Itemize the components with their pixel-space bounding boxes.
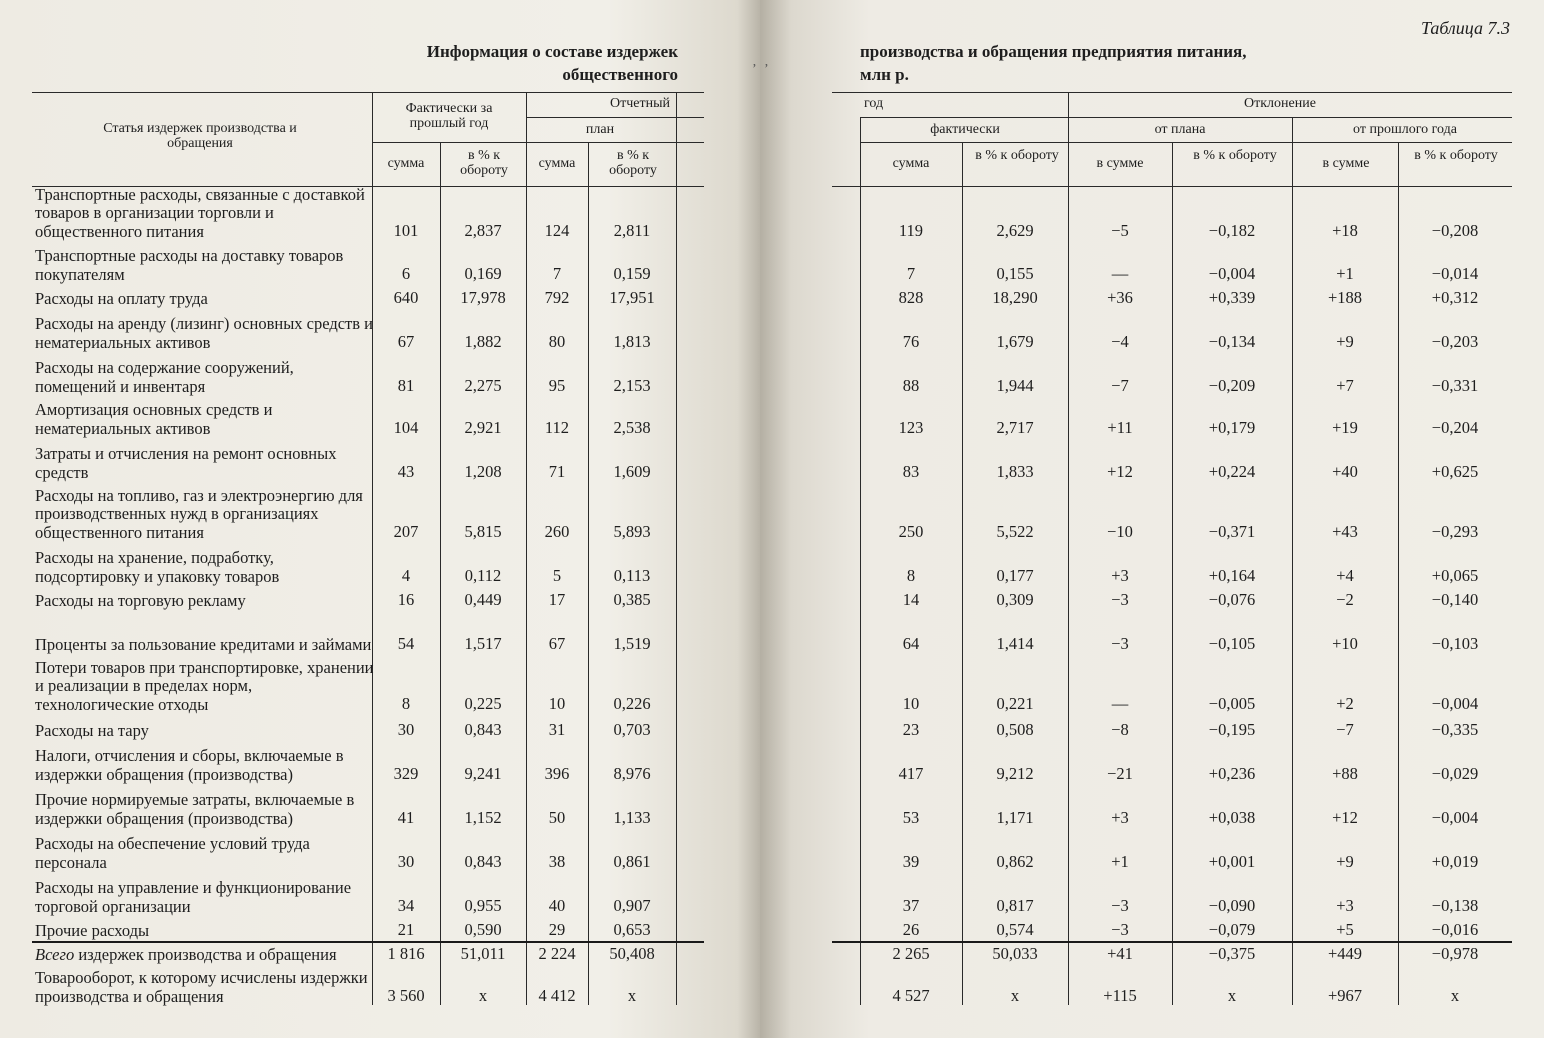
dev-plan-pct-cell: +0,179 — [1208, 418, 1256, 437]
prev-pct-cell: 0,112 — [464, 566, 502, 585]
plan-sum-cell: 95 — [548, 376, 566, 395]
fact-sum-cell: 123 — [898, 418, 924, 437]
dev-plan-sum-cell: +3 — [1111, 566, 1129, 585]
plan-pct-cell: 0,226 — [613, 694, 651, 713]
table-label: Таблица 7.3 — [1420, 18, 1510, 38]
row-label: Затраты и отчисления на ремонт основных средств — [35, 444, 337, 482]
fact-pct-cell: 0,817 — [996, 896, 1034, 915]
dev-plan-pct-cell: +0,236 — [1208, 764, 1256, 783]
dev-plan-sum-cell: −3 — [1111, 590, 1129, 609]
in-sum-header: в сумме — [1322, 156, 1370, 171]
dev-plan-pct-cell: −0,005 — [1208, 694, 1256, 713]
fact-sum-cell: 4 527 — [892, 986, 930, 1005]
total-fact-pct-cell: 50,033 — [992, 944, 1038, 963]
dev-year-sum-cell: +967 — [1327, 986, 1363, 1005]
dev-year-sum-cell: −2 — [1336, 590, 1354, 609]
total-plan-pct-cell: 50,408 — [609, 944, 655, 963]
dev-year-pct-cell: −0,204 — [1431, 418, 1479, 437]
plan-sum-cell: 260 — [544, 522, 570, 541]
row-label: Товарооборот, к которому исчислены издержки производства и обращения — [35, 968, 368, 1006]
dev-plan-sum-cell: −21 — [1107, 764, 1133, 783]
fact-pct-cell: 9,212 — [996, 764, 1034, 783]
fact-pct-cell: 0,309 — [996, 590, 1034, 609]
dev-year-pct-cell: −0,016 — [1431, 920, 1479, 939]
prev-sum-cell: 4 — [401, 566, 411, 585]
pct-header: в % к обороту — [609, 148, 657, 178]
row-label: Прочие расходы — [35, 920, 150, 940]
fact-pct-cell: 2,717 — [996, 418, 1034, 437]
prev-sum-cell: 30 — [397, 852, 415, 871]
dev-plan-pct-cell: х — [1227, 986, 1237, 1005]
from-plan-header: от плана — [1154, 122, 1206, 137]
dev-plan-sum-cell: −3 — [1111, 920, 1129, 939]
prev-sum-cell: 54 — [397, 634, 415, 653]
prev-pct-cell: 1,517 — [464, 634, 502, 653]
dev-year-sum-cell: −7 — [1336, 720, 1354, 739]
total-rule — [832, 941, 1512, 943]
plan-sum-cell: 67 — [548, 634, 566, 653]
subheader-rule — [372, 142, 704, 143]
fact-pct-cell: 0,221 — [996, 694, 1034, 713]
table-title-left: Информация о составе издержек общественного — [426, 42, 678, 84]
plan-sum-cell: 40 — [548, 896, 566, 915]
total-dev-year-pct-cell: −0,978 — [1431, 944, 1479, 963]
dev-plan-sum-cell: — — [1111, 264, 1129, 283]
prev-sum-cell: 8 — [401, 694, 411, 713]
fact-pct-cell: 1,679 — [996, 332, 1034, 351]
fact-sum-cell: 8 — [906, 566, 916, 585]
plan-pct-cell: 5,893 — [613, 522, 651, 541]
dev-year-sum-cell: +4 — [1336, 566, 1354, 585]
dev-year-sum-cell: +5 — [1336, 920, 1354, 939]
pct-header: в % к обороту — [460, 148, 508, 178]
from-prev-year-header: от прошлого года — [1353, 122, 1457, 137]
plan-sum-cell: 112 — [544, 418, 570, 437]
dev-plan-sum-cell: +3 — [1111, 808, 1129, 827]
in-sum-header: в сумме — [1096, 156, 1144, 171]
fact-sum-cell: 7 — [906, 264, 916, 283]
dev-plan-sum-cell: — — [1111, 694, 1129, 713]
page-margin-mark: ’ — [764, 62, 769, 77]
left-page — [0, 0, 760, 1038]
fact-pct-cell: 0,862 — [996, 852, 1034, 871]
sum-header: сумма — [538, 156, 576, 171]
total-prev-sum-cell: 1 816 — [387, 944, 425, 963]
total-dev-year-sum-cell: +449 — [1327, 944, 1363, 963]
actual-header: фактически — [930, 122, 1000, 137]
prev-pct-cell: х — [478, 986, 488, 1005]
dev-plan-pct-cell: −0,079 — [1208, 920, 1256, 939]
dev-year-pct-cell: −0,335 — [1431, 720, 1479, 739]
plan-pct-cell: 2,538 — [613, 418, 651, 437]
plan-pct-cell: 17,951 — [609, 288, 655, 307]
dev-plan-pct-cell: −0,209 — [1208, 376, 1256, 395]
row-label: Расходы на хранение, подработку, подсортировку и упаковку товаров — [35, 548, 280, 586]
col-divider — [1292, 117, 1293, 1005]
fact-pct-cell: 1,833 — [996, 462, 1034, 481]
plan-sum-cell: 71 — [548, 462, 566, 481]
deviation-header: Отклонение — [1244, 96, 1316, 111]
prev-sum-cell: 21 — [397, 920, 415, 939]
fact-sum-cell: 88 — [902, 376, 920, 395]
plan-sum-cell: 4 412 — [538, 986, 576, 1005]
dev-year-pct-cell: −0,004 — [1431, 694, 1479, 713]
dev-year-sum-cell: +43 — [1332, 522, 1358, 541]
dev-year-pct-cell: −0,140 — [1431, 590, 1479, 609]
dev-year-pct-cell: −0,103 — [1431, 634, 1479, 653]
prev-sum-cell: 30 — [397, 720, 415, 739]
plan-pct-cell: 0,385 — [613, 590, 651, 609]
row-label: Расходы на содержание сооружений, помещений и инвентаря — [35, 358, 294, 396]
total-dev-plan-sum-cell: +41 — [1107, 944, 1133, 963]
dev-year-sum-cell: +9 — [1336, 852, 1354, 871]
year-header: год — [864, 96, 884, 111]
plan-sum-cell: 7 — [552, 264, 562, 283]
subheader-rule — [860, 142, 1512, 143]
prev-sum-cell: 329 — [393, 764, 419, 783]
plan-sum-cell: 5 — [552, 566, 562, 585]
total-rule — [32, 941, 704, 943]
plan-sum-cell: 80 — [548, 332, 566, 351]
plan-sum-cell: 29 — [548, 920, 566, 939]
fact-sum-cell: 26 — [902, 920, 920, 939]
fact-sum-cell: 83 — [902, 462, 920, 481]
fact-pct-cell: 2,629 — [996, 221, 1034, 240]
fact-sum-cell: 53 — [902, 808, 920, 827]
row-label: Амортизация основных средств и нематериальных активов — [35, 400, 273, 438]
dev-year-pct-cell: −0,293 — [1431, 522, 1479, 541]
plan-sum-cell: 124 — [544, 221, 570, 240]
fact-sum-cell: 39 — [902, 852, 920, 871]
fact-pct-cell: 0,574 — [996, 920, 1034, 939]
fact-sum-cell: 64 — [902, 634, 920, 653]
row-label: Транспортные расходы, связанные с доставкой товаров в организации торговли и общественного питания — [35, 184, 365, 241]
reporting-rule — [526, 117, 704, 118]
prev-pct-cell: 1,152 — [464, 808, 502, 827]
dev-year-sum-cell: +18 — [1332, 221, 1358, 240]
header-top-rule — [832, 92, 1512, 93]
row-label: Расходы на управление и функционирование торговой организации — [35, 878, 352, 916]
fact-sum-cell: 14 — [902, 590, 920, 609]
row-label: Расходы на топливо, газ и электроэнергию для производственных нужд в организациях общественного питания — [35, 485, 363, 542]
dev-year-sum-cell: +2 — [1336, 694, 1354, 713]
dev-year-pct-cell: +0,019 — [1431, 852, 1479, 871]
row-label: Расходы на аренду (лизинг) основных средств и нематериальных активов — [35, 314, 374, 352]
plan-sum-cell: 17 — [548, 590, 566, 609]
dev-year-pct-cell: −0,203 — [1431, 332, 1479, 351]
dev-year-pct-cell: −0,138 — [1431, 896, 1479, 915]
right-page — [760, 0, 1544, 1038]
dev-year-sum-cell: +40 — [1332, 462, 1358, 481]
prev-sum-cell: 67 — [397, 332, 415, 351]
fact-pct-cell: 5,522 — [996, 522, 1034, 541]
dev-year-pct-cell: +0,625 — [1431, 462, 1479, 481]
fact-pct-cell: 1,171 — [996, 808, 1034, 827]
fact-pct-cell: х — [1010, 986, 1020, 1005]
prev-sum-cell: 41 — [397, 808, 415, 827]
dev-plan-pct-cell: +0,164 — [1208, 566, 1256, 585]
row-label: Налоги, отчисления и сборы, включаемые в издержки обращения (производства) — [35, 746, 344, 784]
prev-sum-cell: 16 — [397, 590, 415, 609]
total-plan-sum-cell: 2 224 — [538, 944, 576, 963]
plan-sum-cell: 31 — [548, 720, 566, 739]
prev-pct-cell: 17,978 — [460, 288, 506, 307]
row-label: Потери товаров при транспортировке, хранении и реализации в пределах норм, технологические отходы — [35, 657, 374, 714]
dev-year-sum-cell: +88 — [1332, 764, 1358, 783]
prev-sum-cell: 43 — [397, 462, 415, 481]
dev-plan-pct-cell: −0,371 — [1208, 522, 1256, 541]
dev-plan-sum-cell: −3 — [1111, 634, 1129, 653]
row-label: Расходы на обеспечение условий труда персонала — [35, 834, 310, 872]
fact-sum-cell: 10 — [902, 694, 920, 713]
dev-year-sum-cell: +188 — [1327, 288, 1363, 307]
dev-year-sum-cell: +9 — [1336, 332, 1354, 351]
plan-pct-cell: 0,653 — [613, 920, 651, 939]
dev-plan-sum-cell: −4 — [1111, 332, 1129, 351]
total-label-text: издержек производства и обращения — [74, 944, 337, 964]
pct-header: в % к обороту — [1414, 148, 1498, 163]
prev-pct-cell: 2,837 — [464, 221, 502, 240]
total-row-label — [35, 946, 375, 965]
sum-header: сумма — [387, 156, 425, 171]
plan-pct-cell: 2,811 — [613, 221, 651, 240]
prev-pct-cell: 5,815 — [464, 522, 502, 541]
fact-pct-cell: 0,155 — [996, 264, 1034, 283]
dev-plan-pct-cell: −0,105 — [1208, 634, 1256, 653]
plan-pct-cell: 0,113 — [613, 566, 651, 585]
dev-plan-sum-cell: −5 — [1111, 221, 1129, 240]
dev-plan-pct-cell: +0,001 — [1208, 852, 1256, 871]
plan-pct-cell: 8,976 — [613, 764, 651, 783]
dev-year-pct-cell: −0,331 — [1431, 376, 1479, 395]
table-title-right: производства и обращения предприятия питания, млн р. — [860, 42, 1247, 84]
stub-header: Статья издержек производства и обращения — [103, 121, 297, 151]
total-fact-sum-cell: 2 265 — [892, 944, 930, 963]
dev-plan-sum-cell: −7 — [1111, 376, 1129, 395]
prev-sum-cell: 3 560 — [387, 986, 425, 1005]
plan-pct-cell: 0,159 — [613, 264, 651, 283]
prev-pct-cell: 0,843 — [464, 720, 502, 739]
prev-pct-cell: 9,241 — [464, 764, 502, 783]
prev-sum-cell: 640 — [393, 288, 419, 307]
reporting-header: Отчетный — [610, 96, 670, 111]
total-label-italic: Всего — [35, 944, 75, 964]
prev-pct-cell: 2,921 — [464, 418, 502, 437]
prev-pct-cell: 0,590 — [464, 920, 502, 939]
total-prev-pct-cell: 51,011 — [460, 944, 506, 963]
pct-header: в % к обороту — [975, 148, 1059, 163]
subheader-rule — [860, 117, 1512, 118]
dev-year-sum-cell: +3 — [1336, 896, 1354, 915]
dev-plan-pct-cell: −0,090 — [1208, 896, 1256, 915]
dev-year-pct-cell: −0,004 — [1431, 808, 1479, 827]
dev-plan-pct-cell: −0,076 — [1208, 590, 1256, 609]
fact-sum-cell: 37 — [902, 896, 920, 915]
fact-sum-cell: 417 — [898, 764, 924, 783]
dev-plan-sum-cell: −10 — [1107, 522, 1133, 541]
prev-sum-cell: 104 — [393, 418, 419, 437]
fact-pct-cell: 0,177 — [996, 566, 1034, 585]
dev-plan-sum-cell: +36 — [1107, 288, 1133, 307]
prev-sum-cell: 207 — [393, 522, 419, 541]
prev-pct-cell: 2,275 — [464, 376, 502, 395]
plan-pct-cell: 1,813 — [613, 332, 651, 351]
dev-year-pct-cell: +0,312 — [1431, 288, 1479, 307]
plan-sum-cell: 50 — [548, 808, 566, 827]
prev-sum-cell: 81 — [397, 376, 415, 395]
prev-sum-cell: 6 — [401, 264, 411, 283]
prev-pct-cell: 1,882 — [464, 332, 502, 351]
total-dev-plan-pct-cell: −0,375 — [1208, 944, 1256, 963]
dev-plan-pct-cell: +0,038 — [1208, 808, 1256, 827]
fact-sum-cell: 23 — [902, 720, 920, 739]
prev-pct-cell: 0,449 — [464, 590, 502, 609]
dev-plan-sum-cell: +115 — [1103, 986, 1137, 1005]
dev-plan-pct-cell: +0,224 — [1208, 462, 1256, 481]
fact-sum-cell: 76 — [902, 332, 920, 351]
plan-pct-cell: 1,519 — [613, 634, 651, 653]
prev-sum-cell: 101 — [393, 221, 419, 240]
dev-year-pct-cell: +0,065 — [1431, 566, 1479, 585]
dev-plan-pct-cell: −0,182 — [1208, 221, 1256, 240]
dev-year-sum-cell: +19 — [1332, 418, 1358, 437]
row-label: Расходы на торговую рекламу — [35, 590, 246, 610]
dev-plan-pct-cell: −0,134 — [1208, 332, 1256, 351]
fact-pct-cell: 0,508 — [996, 720, 1034, 739]
fact-pct-cell: 18,290 — [992, 288, 1038, 307]
dev-year-pct-cell: −0,014 — [1431, 264, 1479, 283]
fact-sum-cell: 119 — [898, 221, 924, 240]
dev-plan-pct-cell: −0,004 — [1208, 264, 1256, 283]
plan-pct-cell: 0,907 — [613, 896, 651, 915]
plan-sum-cell: 38 — [548, 852, 566, 871]
dev-year-sum-cell: +1 — [1336, 264, 1354, 283]
plan-sum-cell: 792 — [544, 288, 570, 307]
fact-sum-cell: 828 — [898, 288, 924, 307]
row-label: Проценты за пользование кредитами и займами — [35, 634, 372, 654]
plan-pct-cell: 1,133 — [613, 808, 651, 827]
pct-header: в % к обороту — [1193, 148, 1277, 163]
plan-pct-cell: 2,153 — [613, 376, 651, 395]
dev-plan-sum-cell: +11 — [1107, 418, 1133, 437]
dev-plan-pct-cell: +0,339 — [1208, 288, 1256, 307]
row-label: Транспортные расходы на доставку товаров покупателям — [35, 246, 344, 284]
prev-pct-cell: 0,955 — [464, 896, 502, 915]
dev-plan-pct-cell: −0,195 — [1208, 720, 1256, 739]
plan-sum-cell: 10 — [548, 694, 566, 713]
plan-header: план — [585, 122, 615, 137]
plan-pct-cell: 1,609 — [613, 462, 651, 481]
dev-plan-sum-cell: −8 — [1111, 720, 1129, 739]
fact-pct-cell: 1,414 — [996, 634, 1034, 653]
prev-pct-cell: 0,169 — [464, 264, 502, 283]
col-divider — [860, 117, 861, 1005]
dev-plan-sum-cell: +1 — [1111, 852, 1129, 871]
dev-year-pct-cell: х — [1450, 986, 1460, 1005]
page-margin-mark: ’ — [752, 62, 757, 77]
dev-year-sum-cell: +12 — [1332, 808, 1358, 827]
prev-pct-cell: 0,843 — [464, 852, 502, 871]
actual-prev-header: Фактически за прошлый год — [405, 101, 493, 131]
plan-pct-cell: 0,703 — [613, 720, 651, 739]
row-label: Расходы на оплату труда — [35, 288, 208, 308]
fact-sum-cell: 250 — [898, 522, 924, 541]
fact-pct-cell: 1,944 — [996, 376, 1034, 395]
dev-plan-sum-cell: −3 — [1111, 896, 1129, 915]
plan-pct-cell: х — [627, 986, 637, 1005]
dev-year-pct-cell: −0,208 — [1431, 221, 1479, 240]
prev-pct-cell: 1,208 — [464, 462, 502, 481]
dev-year-sum-cell: +7 — [1336, 376, 1354, 395]
sum-header: сумма — [892, 156, 930, 171]
plan-pct-cell: 0,861 — [613, 852, 651, 871]
row-label: Прочие нормируемые затраты, включаемые в издержки обращения (производства) — [35, 790, 355, 828]
col-divider — [676, 92, 677, 1005]
header-top-rule — [32, 92, 704, 93]
dev-year-pct-cell: −0,029 — [1431, 764, 1479, 783]
prev-sum-cell: 34 — [397, 896, 415, 915]
plan-sum-cell: 396 — [544, 764, 570, 783]
row-label: Расходы на тару — [35, 720, 149, 740]
prev-pct-cell: 0,225 — [464, 694, 502, 713]
dev-plan-sum-cell: +12 — [1107, 462, 1133, 481]
dev-year-sum-cell: +10 — [1332, 634, 1358, 653]
